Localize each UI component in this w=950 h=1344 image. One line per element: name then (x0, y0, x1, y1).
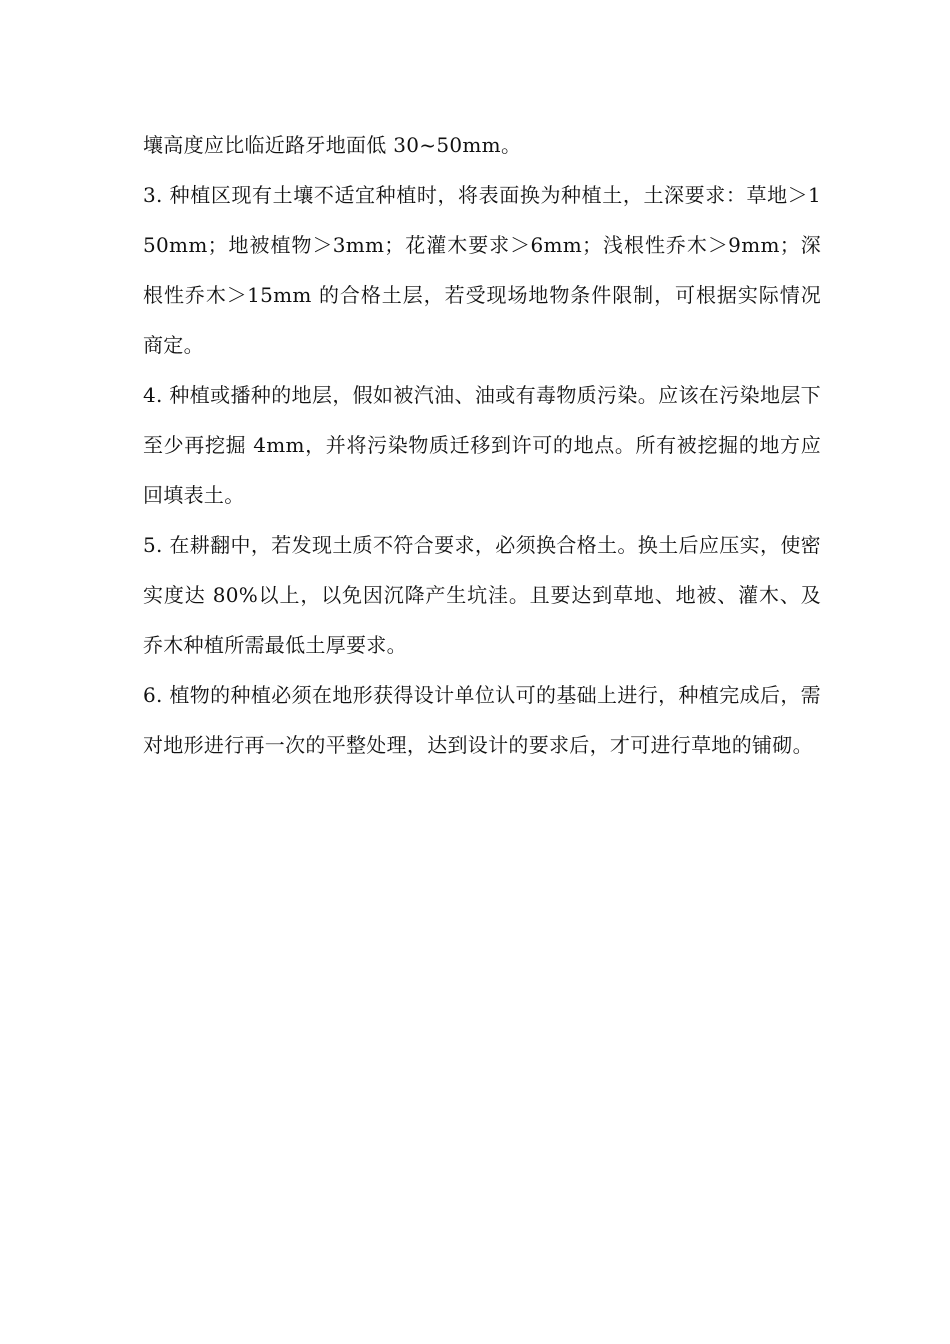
document-body (143, 120, 821, 770)
paragraph-item-6: 6. 植物的种植必须在地形获得设计单位认可的基础上进行，种植完成后，需对地形进行再一次的平整处理，达到设计的要求后，才可进行草地的铺砌。 (143, 683, 821, 757)
paragraph-item-3: 3. 种植区现有土壤不适宜种植时，将表面换为种植土，土深要求：草地＞150mm；地被植物＞3mm；花灌木要求＞6mm；浅根性乔木＞9mm；深根性乔木＞15mm 的合格土层，若受现场地物条件限制，可根据实际情况商定。 (143, 183, 821, 357)
paragraph-item-4: 4. 种植或播种的地层，假如被汽油、油或有毒物质污染。应该在污染地层下至少再挖掘 4mm，并将污染物质迁移到许可的地点。所有被挖掘的地方应回填表土。 (143, 383, 821, 507)
paragraph-item-5: 5. 在耕翻中，若发现土质不符合要求，必须换合格土。换土后应压实，使密实度达 80%以上，以免因沉降产生坑洼。且要达到草地、地被、灌木、及乔木种植所需最低土厚要求。 (143, 533, 821, 657)
paragraph-continuation: 壤高度应比临近路牙地面低 30~50mm。 (143, 133, 522, 157)
